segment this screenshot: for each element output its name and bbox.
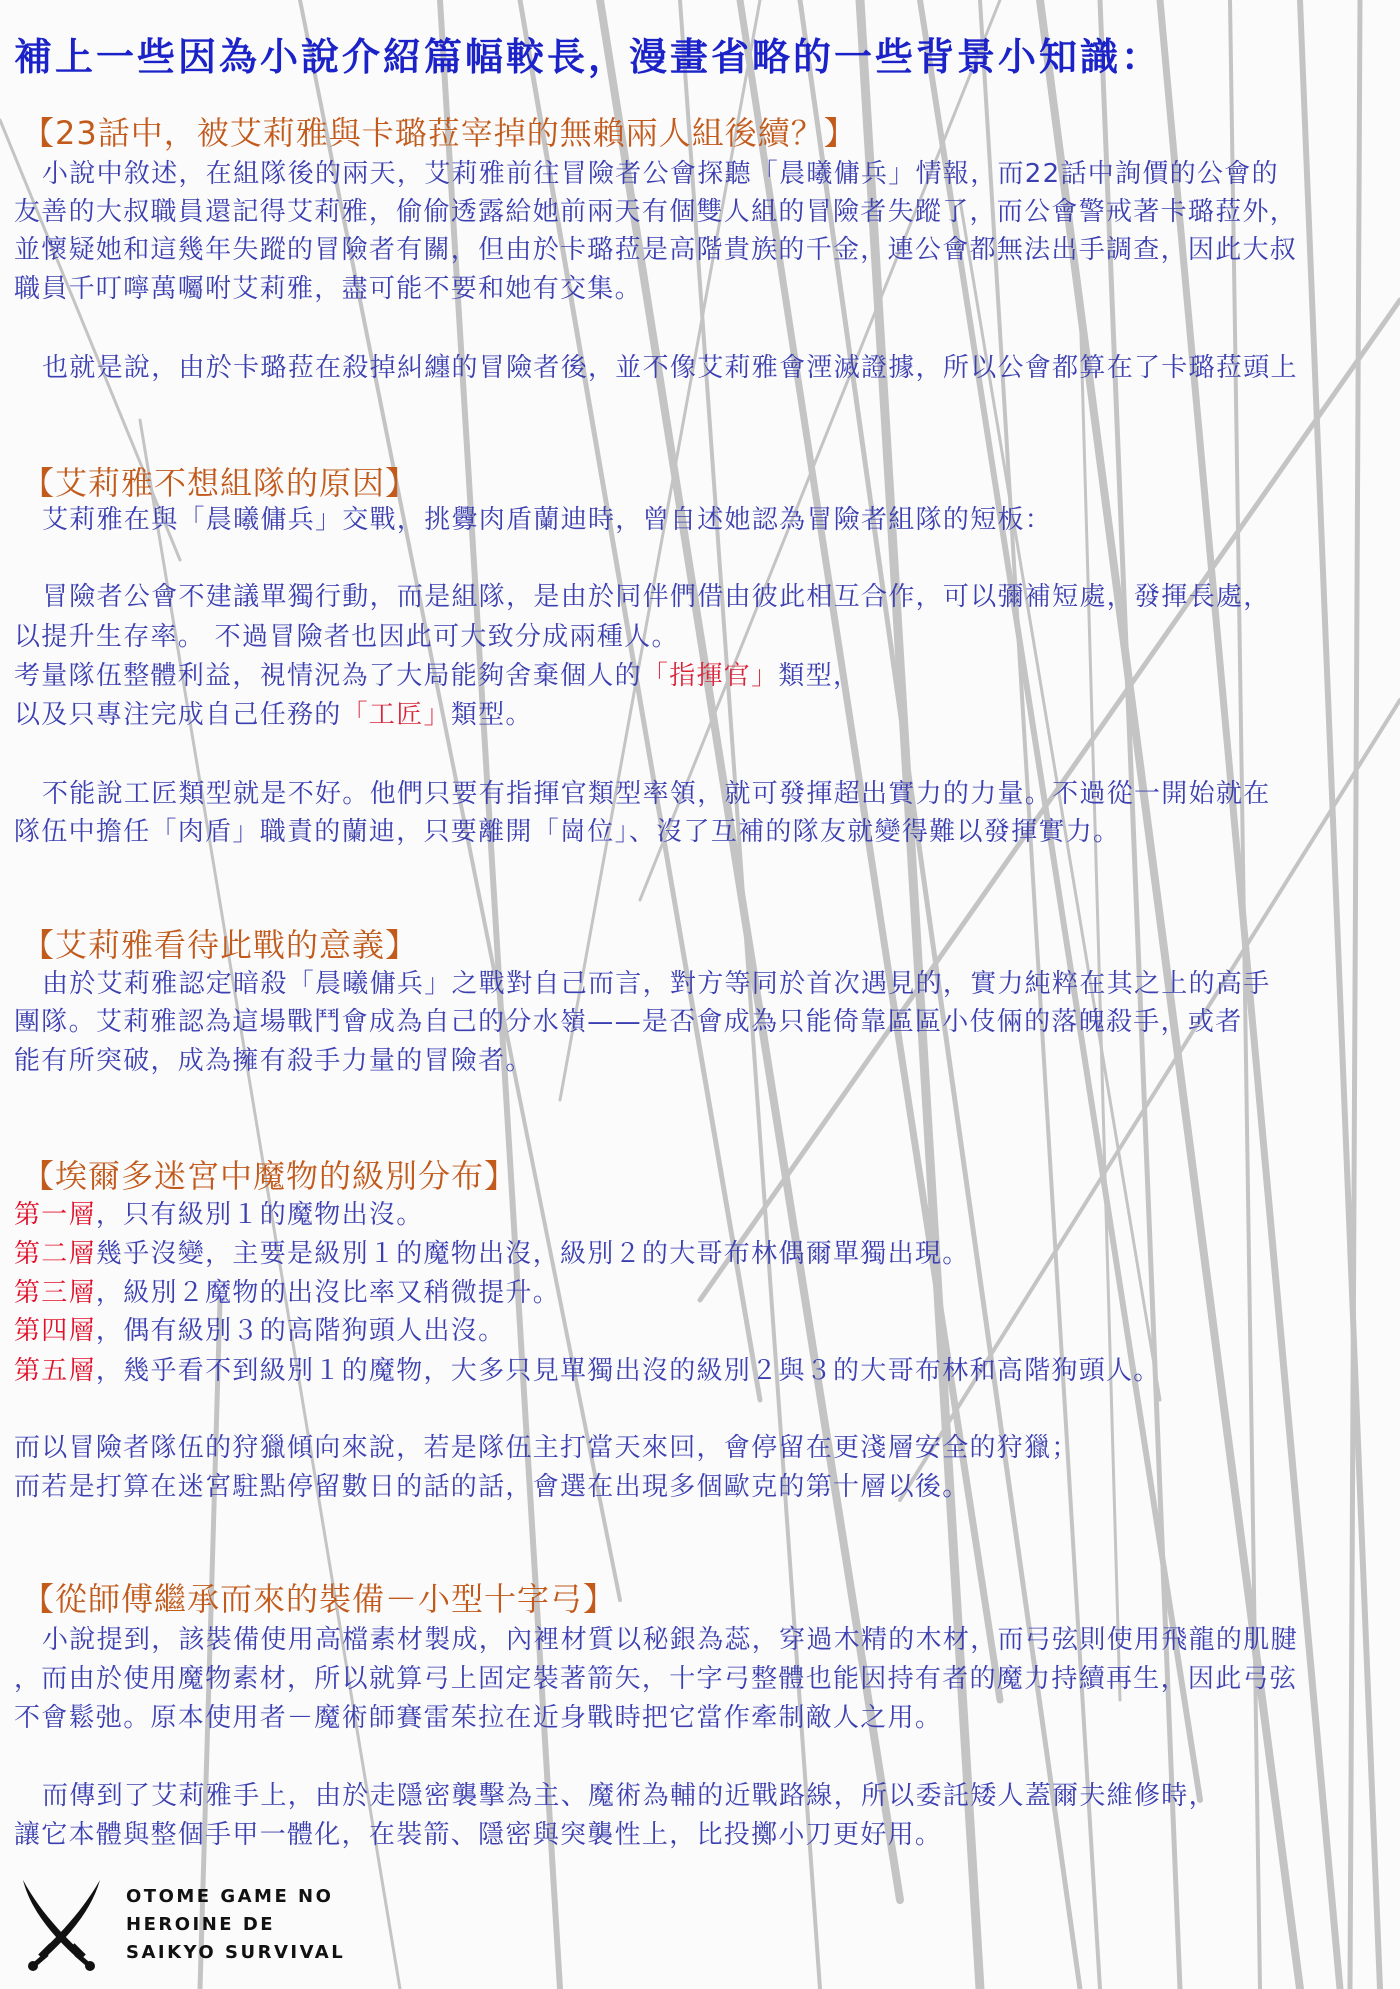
text-line: 而若是打算在迷宮駐點停留數日的話的話，會選在出現多個歐克的第十層以後。 (14, 1472, 970, 1502)
text-line (14, 698, 533, 732)
floor-text: 幾乎沒變，主要是級別１的魔物出沒，級別２的大哥布林偶爾單獨出現。 (95, 1239, 970, 1269)
crossed-swords-icon (20, 1878, 104, 1972)
floor-label: 第四層 (14, 1316, 96, 1346)
floor-text: ，幾乎看不到級別１的魔物，大多只見單獨出沒的級別２與３的大哥布林和高階狗頭人。 (95, 1356, 1161, 1386)
floor-line (14, 1276, 560, 1310)
section-heading-crossbow: 【從師傅繼承而來的裝備－小型十字弓】 (22, 1580, 617, 1618)
floor-text: ，偶有級別３的高階狗頭人出沒。 (95, 1316, 506, 1346)
logo-line: SAIKYO SURVIVAL (126, 1942, 346, 1963)
text-line: 讓它本體與整個手甲一體化，在裝箭、隱密與突襲性上，比投擲小刀更好用。 (14, 1820, 943, 1850)
text-segment: 類型。 (450, 700, 533, 730)
text-line: ，而由於使用魔物素材，所以就算弓上固定裝著箭矢，十字弓整體也能因持有者的魔力持續再生，因此弓弦 (14, 1664, 1298, 1694)
craftsman-highlight: 「工匠」 (341, 700, 451, 730)
text-line: 小說提到，該裝備使用高檔素材製成，內裡材質以秘銀為蕊，穿過木精的木材，而弓弦則使用飛龍的肌腱 (42, 1625, 1298, 1655)
series-logo (20, 1878, 345, 1972)
text-line: 職員千叮嚀萬囑咐艾莉雅，盡可能不要和她有交集。 (14, 274, 642, 304)
commander-highlight: 「指揮官」 (641, 661, 779, 691)
text-line: 冒險者公會不建議單獨行動，而是組隊，是由於同伴們借由彼此相互合作，可以彌補短處，發揮長處， (42, 582, 1271, 612)
text-line (14, 659, 860, 693)
text-line: 友善的大叔職員還記得艾莉雅，偷偷透露給她前兩天有個雙人組的冒險者失蹤了，而公會警戒著卡璐菈外， (14, 197, 1298, 227)
floor-label: 第一層 (14, 1200, 96, 1230)
text-line: 不能說工匠類型就是不好。他們只要有指揮官類型率領，就可發揮超出實力的力量。不過從一開始就在 (42, 779, 1271, 809)
floor-text: ，級別２魔物的出沒比率又稍微提升。 (95, 1278, 561, 1308)
floor-line (14, 1314, 505, 1348)
text-line: 而以冒險者隊伍的狩獵傾向來說，若是隊伍主打當天來回，會停留在更淺層安全的狩獵； (14, 1433, 1079, 1463)
section-heading-meaning: 【艾莉雅看待此戰的意義】 (22, 926, 419, 964)
text-line: 隊伍中擔任「肉盾」職責的蘭迪，只要離開「崗位」、沒了互補的隊友就變得難以發揮實力。 (14, 817, 1121, 847)
logo-line: HEROINE DE (126, 1914, 276, 1935)
section-heading-23: 【23話中，被艾莉雅與卡璐菈宰掉的無賴兩人組後續？】 (22, 114, 857, 152)
text-line: 艾莉雅在與「晨曦傭兵」交戰，挑釁肉盾蘭迪時，曾自述她認為冒險者組隊的短板： (42, 505, 1053, 535)
section-heading-monsters: 【埃爾多迷宮中魔物的級別分布】 (22, 1157, 518, 1195)
page-title: 補上一些因為小說介紹篇幅較長，漫畫省略的一些背景小知識： (14, 35, 1163, 79)
text-segment: 考量隊伍整體利益，視情況為了大局能夠舍棄個人的 (14, 661, 642, 691)
text-segment: 以及只專注完成自己任務的 (14, 700, 342, 730)
floor-line (14, 1354, 1161, 1388)
floor-label: 第二層 (14, 1239, 96, 1269)
text-line: 由於艾莉雅認定暗殺「晨曦傭兵」之戰對自己而言，對方等同於首次遇見的，實力純粹在其之上的高手 (42, 969, 1271, 999)
section-heading-reason: 【艾莉雅不想組隊的原因】 (22, 464, 419, 502)
text-line: 不會鬆弛。原本使用者－魔術師賽雷茱拉在近身戰時把它當作牽制敵人之用。 (14, 1703, 943, 1733)
text-line: 團隊。艾莉雅認為這場戰鬥會成為自己的分水嶺——是否會成為只能倚靠區區小伎倆的落魄殺手，或者 (14, 1007, 1243, 1037)
text-line: 而傳到了艾莉雅手上，由於走隱密襲擊為主、魔術為輔的近戰路線，所以委託矮人蓋爾夫維修時， (42, 1781, 1216, 1811)
text-line: 並懷疑她和這幾年失蹤的冒險者有關，但由於卡璐菈是高階貴族的千金，連公會都無法出手調查，因此大叔 (14, 235, 1298, 265)
text-line: 小說中敘述，在組隊後的兩天，艾莉雅前往冒險者公會探聽「晨曦傭兵」情報，而22話中詢價的公會的 (42, 159, 1279, 189)
text-line: 能有所突破，成為擁有殺手力量的冒險者。 (14, 1046, 533, 1076)
text-line: 以提升生存率。 不過冒險者也因此可大致分成兩種人。 (14, 622, 679, 652)
floor-label: 第五層 (14, 1356, 96, 1386)
floor-text: ，只有級別１的魔物出沒。 (95, 1200, 424, 1230)
floor-label: 第三層 (14, 1278, 96, 1308)
logo-line: OTOME GAME NO (126, 1886, 334, 1907)
floor-line (14, 1237, 970, 1271)
text-line: 也就是說，由於卡璐菈在殺掉糾纏的冒險者後，並不像艾莉雅會湮滅證據，所以公會都算在了卡璐菈頭上 (42, 353, 1298, 383)
floor-line (14, 1198, 424, 1232)
text-segment: 類型， (778, 661, 861, 691)
